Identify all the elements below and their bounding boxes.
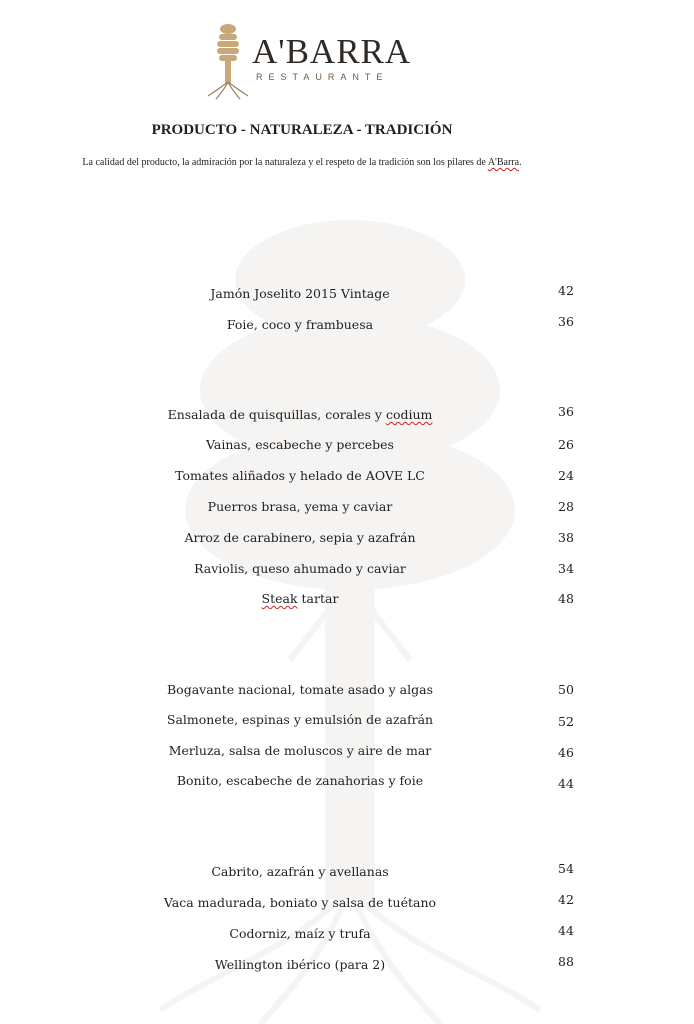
brand-name: A'BARRA — [252, 32, 412, 71]
menu-item — [0, 530, 694, 552]
menu-item — [0, 499, 694, 521]
menu-item — [0, 773, 694, 795]
intro-text-end: . — [519, 157, 522, 168]
dish-price: 42 — [558, 892, 574, 907]
menu-item — [0, 954, 694, 979]
menu-item — [0, 561, 694, 583]
dish-name: Vaca madurada, boniato y salsa de tuétano — [163, 895, 437, 910]
dish-price: 50 — [558, 682, 574, 697]
dish-name-part: tartar — [297, 591, 339, 606]
dish-price: 36 — [558, 404, 574, 419]
dish-name: Vainas, escabeche y percebes — [206, 437, 394, 452]
dish-name — [130, 591, 470, 606]
dish-price: 28 — [558, 499, 574, 514]
intro-brand-word: A'Barra — [487, 157, 520, 168]
dish-price: 88 — [558, 954, 574, 969]
dish-price: 42 — [558, 283, 574, 298]
dish-name — [130, 407, 470, 422]
dish-name: Tomates aliñados y helado de AOVE LC — [175, 468, 425, 483]
dish-name-flagged-word: codium — [385, 407, 433, 422]
dish-name: Puerros brasa, yema y caviar — [207, 499, 393, 514]
dish-price: 36 — [558, 314, 574, 329]
menu-item — [0, 591, 694, 613]
dish-name-flagged-word: Steak — [261, 591, 298, 606]
dish-name: Foie, coco y frambuesa — [226, 317, 374, 332]
dish-name: Cabrito, azafrán y avellanas — [211, 864, 389, 879]
dish-price: 46 — [558, 745, 574, 760]
dish-name: Arroz de carabinero, sepia y azafrán — [184, 530, 416, 545]
dish-name: Codorniz, maíz y trufa — [229, 926, 371, 941]
menu-item — [0, 314, 694, 339]
restaurant-logo — [206, 20, 436, 100]
dish-name: Jamón Joselito 2015 Vintage — [210, 286, 390, 301]
menu-item — [0, 283, 694, 308]
menu-item — [0, 468, 694, 490]
dish-name: Bonito, escabeche de zanahorias y foie — [176, 773, 424, 788]
menu-item — [0, 892, 694, 917]
dish-name-part: Ensalada de quisquillas, corales y — [167, 407, 386, 422]
dish-price: 44 — [558, 776, 574, 791]
menu-item — [0, 743, 694, 765]
dish-name: Raviolis, queso ahumado y caviar — [194, 561, 406, 576]
dish-price: 24 — [558, 468, 574, 483]
menu-item — [0, 861, 694, 886]
dish-price: 54 — [558, 861, 574, 876]
intro-text — [0, 157, 604, 168]
dish-price: 26 — [558, 437, 574, 452]
dish-price: 52 — [558, 714, 574, 729]
dish-name: Merluza, salsa de moluscos y aire de mar — [168, 743, 432, 758]
menu-item — [0, 923, 694, 948]
menu-item — [0, 682, 694, 704]
tree-logo-icon — [206, 20, 250, 100]
menu-item — [0, 437, 694, 459]
dish-name: Bogavante nacional, tomate asado y algas — [166, 682, 434, 697]
menu-item — [0, 404, 694, 429]
dish-price: 44 — [558, 923, 574, 938]
dish-price: 38 — [558, 530, 574, 545]
page-title: PRODUCTO - NATURALEZA - TRADICIÓN — [151, 122, 453, 138]
intro-text-main: La calidad del producto, la admiración por la naturaleza y el respeto de la tradición son los pilares de — [82, 157, 488, 168]
dish-name: Wellington ibérico (para 2) — [214, 957, 386, 972]
dish-price: 48 — [558, 591, 574, 606]
dish-price: 34 — [558, 561, 574, 576]
brand-tagline: RESTAURANTE — [256, 72, 389, 82]
dish-name: Salmonete, espinas y emulsión de azafrán — [166, 712, 434, 727]
menu-item — [0, 712, 694, 734]
